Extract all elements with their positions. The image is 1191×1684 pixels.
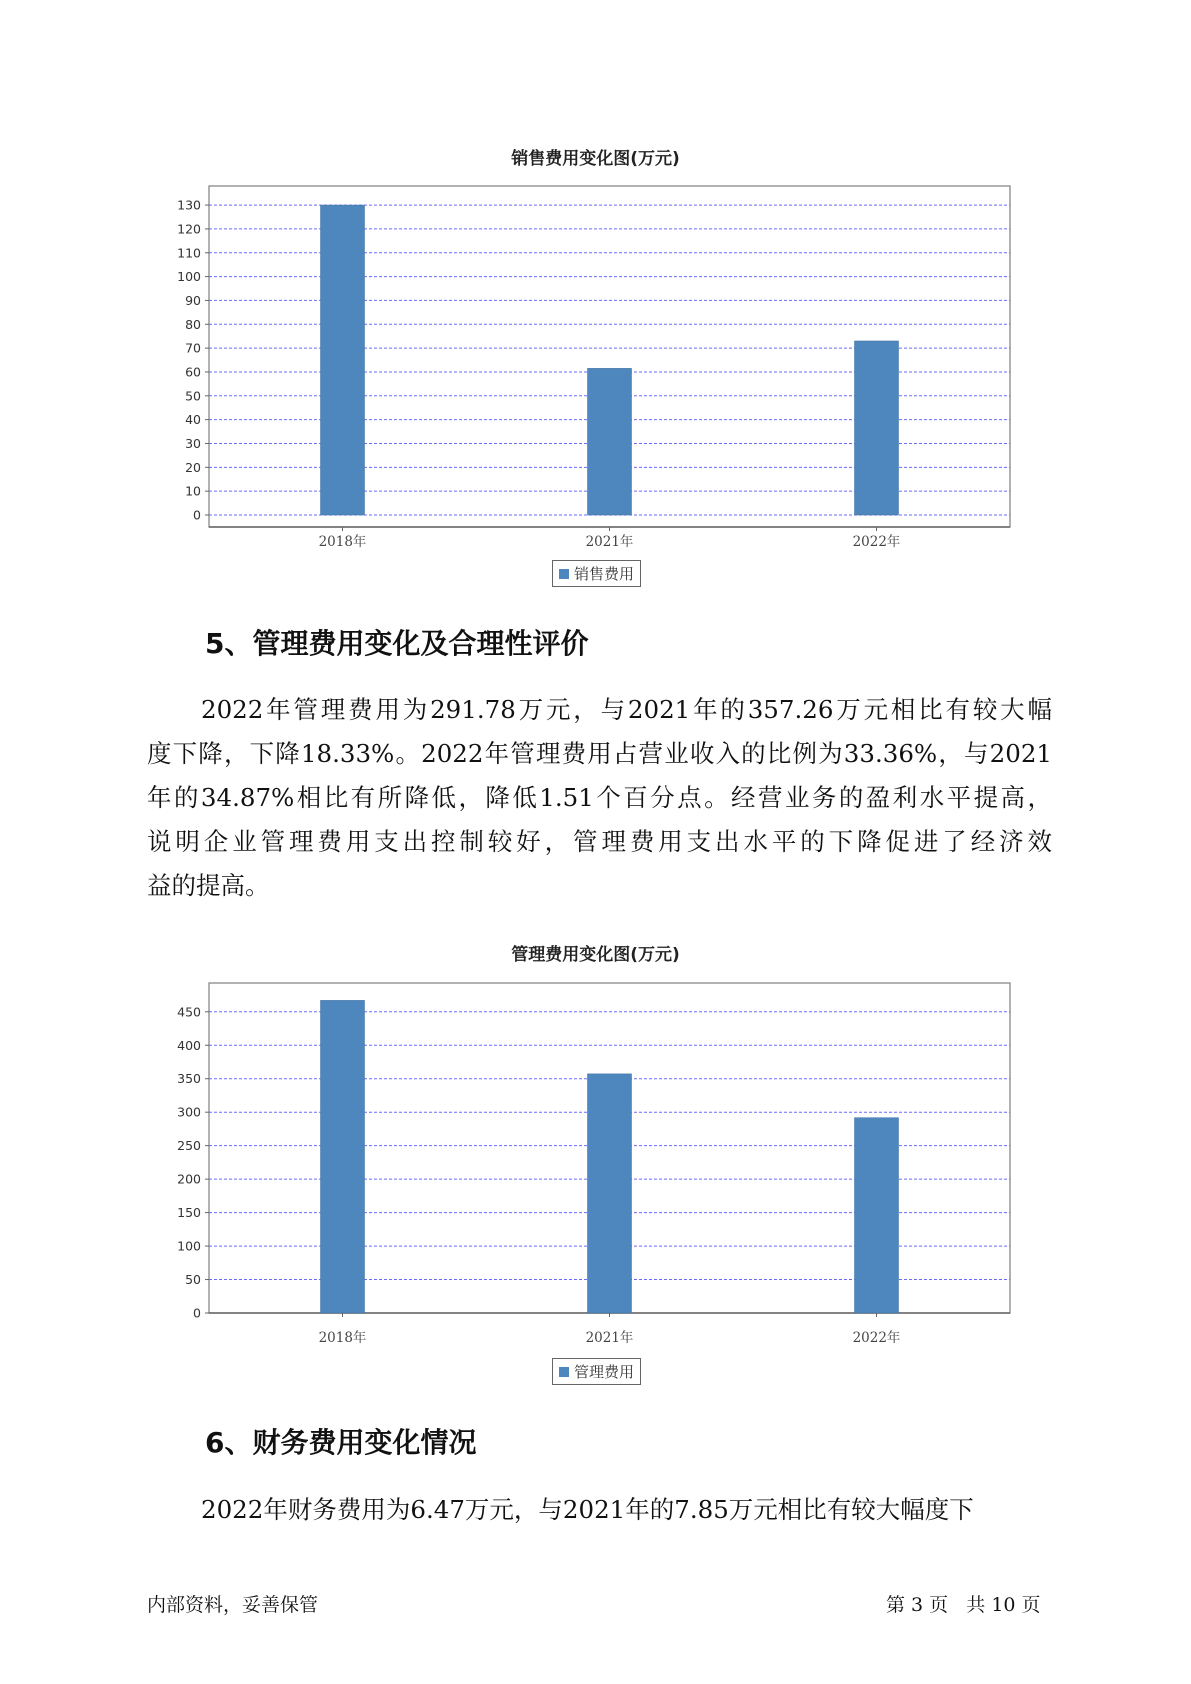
y-tick-label: 300: [177, 1104, 201, 1120]
x-tick-label: 2021年: [585, 534, 634, 550]
paragraph-line: 度下降，下降18.33%。2022年管理费用占营业收入的比例为33.36%，与2021: [147, 739, 1052, 768]
x-tick-label: 2018年: [318, 1330, 367, 1346]
chart2-legend-label: 管理费用: [574, 1363, 635, 1381]
y-tick-label: 350: [177, 1071, 201, 1087]
y-tick-label: 250: [177, 1138, 201, 1154]
y-tick-label: 0: [193, 507, 201, 523]
x-tick-label: 2022年: [852, 534, 901, 550]
y-tick-label: 100: [177, 1238, 201, 1254]
x-tick-label: 2022年: [852, 1330, 901, 1346]
section5-heading: 5、管理费用变化及合理性评价: [205, 627, 589, 660]
bar: [855, 1118, 899, 1313]
y-tick-label: 400: [177, 1037, 201, 1053]
paragraph-line: 益的提高。: [147, 871, 270, 900]
footer-confidential-note: 内部资料，妥善保管: [147, 1594, 319, 1616]
y-tick-label: 20: [185, 459, 201, 475]
bar: [588, 1074, 632, 1313]
paragraph-line: 2022年财务费用为6.47万元，与2021年的7.85万元相比有较大幅度下: [201, 1495, 974, 1524]
bar: [321, 1000, 365, 1313]
y-tick-label: 100: [177, 269, 201, 285]
y-tick-label: 120: [177, 221, 201, 237]
chart2-title: 管理费用变化图(万元): [511, 945, 680, 965]
legend-swatch: [559, 1367, 569, 1377]
y-tick-label: 450: [177, 1004, 201, 1020]
y-tick-label: 40: [185, 412, 201, 428]
y-tick-label: 90: [185, 292, 201, 308]
y-tick-label: 150: [177, 1205, 201, 1221]
paragraph-line: 年的34.87%相比有所降低，降低1.51个百分点。经营业务的盈利水平提高，: [147, 783, 1052, 812]
x-tick-label: 2021年: [585, 1330, 634, 1346]
y-tick-label: 70: [185, 340, 201, 356]
y-tick-label: 10: [185, 483, 201, 499]
y-tick-label: 0: [193, 1305, 201, 1321]
chart2-legend: [552, 1358, 641, 1385]
x-tick-label: 2018年: [318, 534, 367, 550]
y-tick-label: 200: [177, 1171, 201, 1187]
section6-heading: 6、财务费用变化情况: [205, 1426, 477, 1459]
chart1-legend-label: 销售费用: [574, 565, 635, 583]
paragraph-line: 2022年管理费用为291.78万元，与2021年的357.26万元相比有较大幅: [201, 695, 1052, 724]
y-tick-label: 110: [177, 245, 201, 261]
y-tick-label: 30: [185, 435, 201, 451]
chart1-title: 销售费用变化图(万元): [511, 149, 680, 169]
paragraph-line: 说明企业管理费用支出控制较好，管理费用支出水平的下降促进了经济效: [147, 827, 1052, 856]
y-tick-label: 80: [185, 316, 201, 332]
y-tick-label: 50: [185, 388, 201, 404]
y-tick-label: 130: [177, 197, 201, 213]
y-tick-label: 50: [185, 1272, 201, 1288]
footer-page-number: 第 3 页 共 10 页: [886, 1594, 1041, 1616]
y-tick-label: 60: [185, 364, 201, 380]
section6-paragraph: [147, 1488, 1052, 1532]
